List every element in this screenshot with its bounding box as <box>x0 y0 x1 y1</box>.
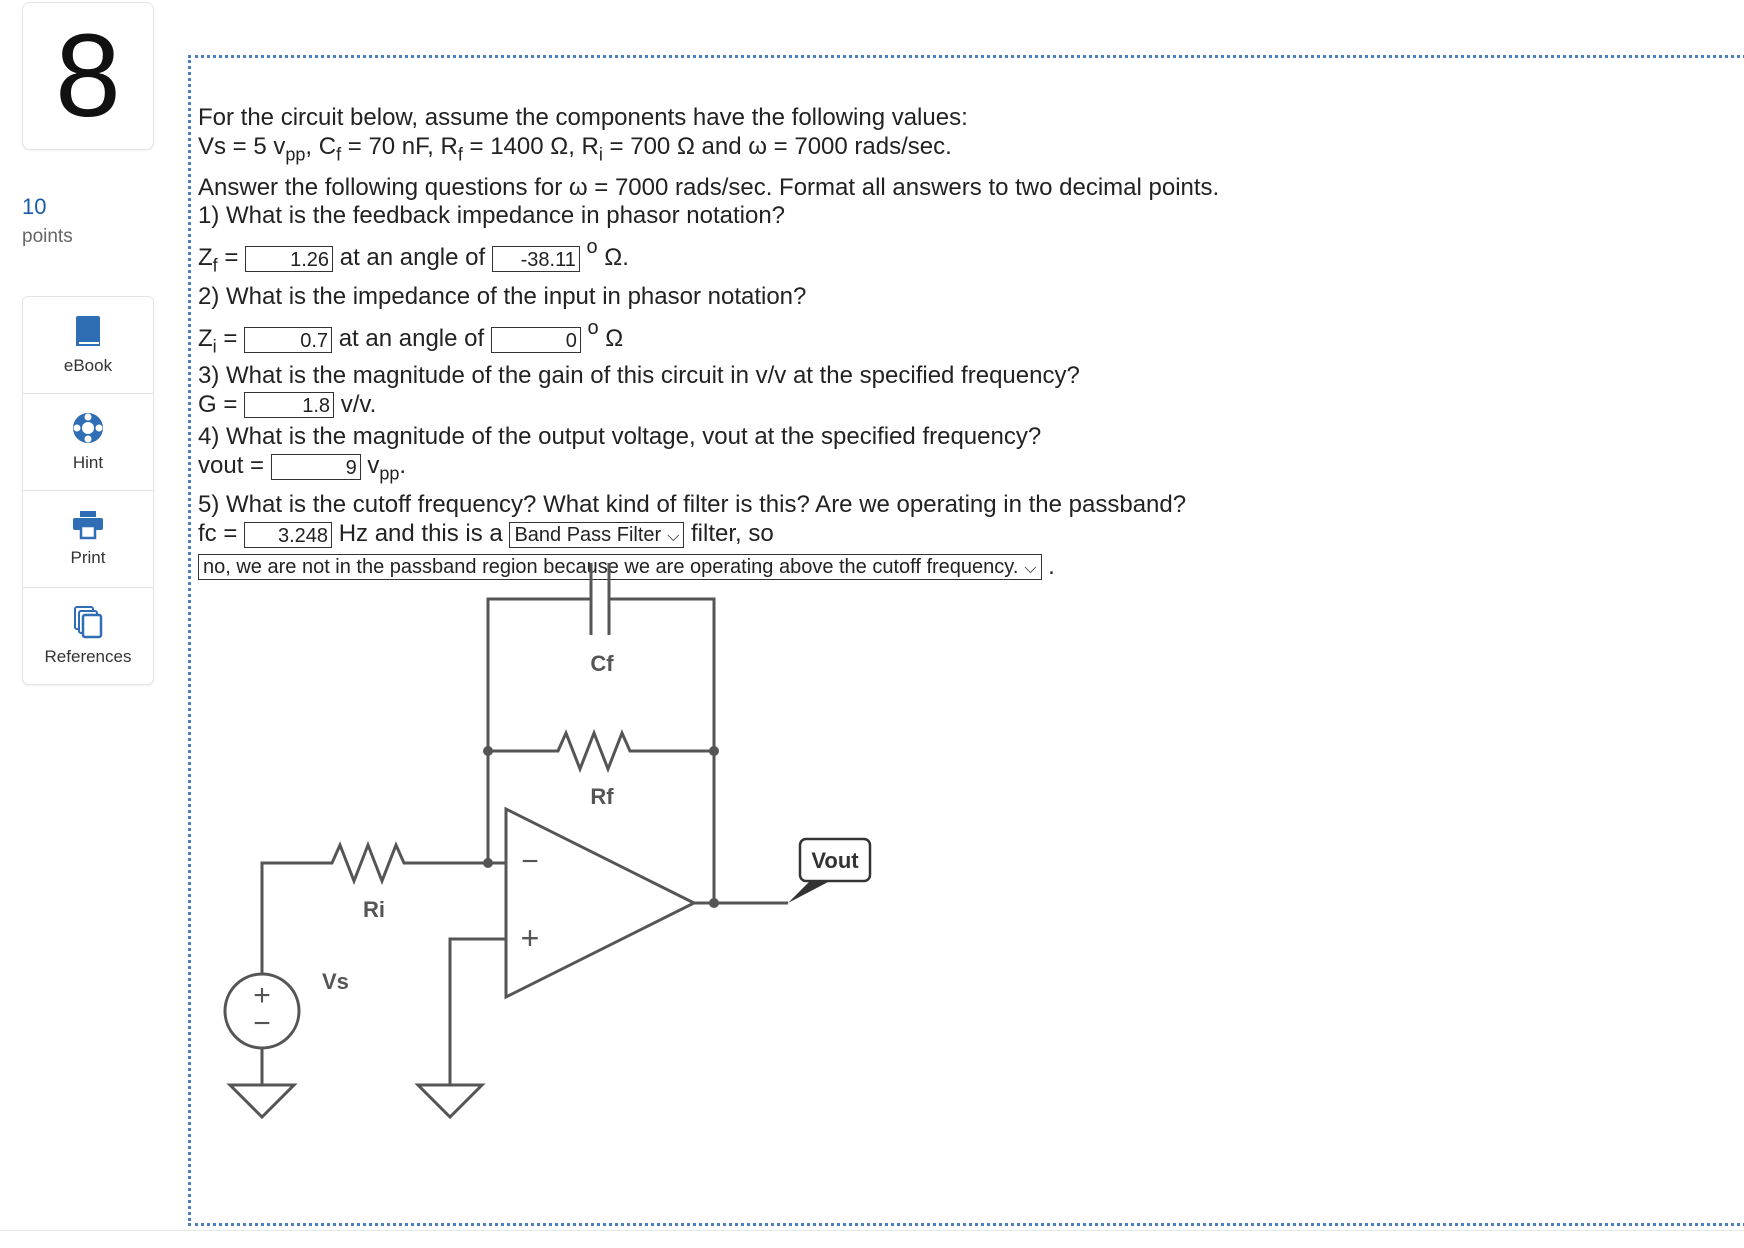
printer-icon <box>71 510 105 540</box>
zf-eq: = <box>217 244 246 272</box>
ri-sub: i <box>598 144 603 165</box>
question-2: 2) What is the impedance of the input in phasor notation? <box>198 283 807 311</box>
zf-row <box>198 235 1598 277</box>
gain-input[interactable]: 1.8 <box>244 392 334 418</box>
rf-value: = 1400 Ω, R <box>462 132 599 160</box>
vout-input[interactable]: 9 <box>271 454 361 480</box>
zi-row <box>198 316 1598 358</box>
points-info <box>22 194 73 248</box>
ebook-label: eBook <box>63 356 113 375</box>
instructions: Answer the following questions for ω = 7000 rads/sec. Format all answers to two decimal points. <box>198 173 1220 201</box>
vout-tag-label: Vout <box>811 848 859 873</box>
zi-sub: i <box>212 336 217 357</box>
book-icon <box>73 314 103 348</box>
points-label: points <box>22 226 73 247</box>
intro-text: For the circuit below, assume the components have the following values: <box>198 104 968 131</box>
opamp-plus: + <box>520 920 540 956</box>
rf-sub: f <box>457 144 463 165</box>
references-button[interactable] <box>23 588 153 684</box>
zi-eq: = <box>216 324 245 352</box>
points-value: 10 <box>22 194 47 219</box>
fc-row <box>198 520 1598 549</box>
ground-right-icon <box>418 1085 482 1117</box>
zf-angle-input[interactable]: -38.11 <box>492 246 580 272</box>
node-inverting <box>483 858 493 868</box>
page-bottom-divider <box>0 1230 1744 1231</box>
copy-icon <box>71 605 105 639</box>
question-3: 3) What is the magnitude of the gain of this circuit in v/v at the specified frequency? <box>198 361 1080 389</box>
source-plus: + <box>253 979 271 1012</box>
gain-unit: v/v. <box>334 390 377 418</box>
zf-sub: f <box>212 255 218 276</box>
question-4: 4) What is the magnitude of the output voltage, vout at the specified frequency? <box>198 423 1042 451</box>
ri-value: = 700 Ω and ω = 7000 rads/sec. <box>602 132 952 160</box>
component-values <box>198 133 1598 166</box>
vs-label: Vs <box>322 969 349 994</box>
ground-left-icon <box>230 1085 294 1117</box>
node-output <box>709 898 719 908</box>
source-minus: − <box>253 1007 271 1040</box>
node-top-left <box>483 746 493 756</box>
vout-unit: v <box>360 452 380 480</box>
passband-value: no, we are not in the passband region because we are operating above the cutoff frequency. <box>203 556 1019 579</box>
tools-panel <box>22 296 154 685</box>
fc-post-text: filter, so <box>684 519 774 547</box>
zi-angle-input[interactable]: 0 <box>491 327 581 353</box>
gain-row <box>198 391 1598 420</box>
chevron-down-icon: ⌵ <box>667 527 680 545</box>
question-body <box>198 104 1598 582</box>
zi-angle-text: at an angle of <box>332 324 491 352</box>
zf-angle-text: at an angle of <box>333 244 492 272</box>
cf-wire-right <box>609 599 714 751</box>
zi-degree: o <box>587 316 599 339</box>
print-label: Print <box>70 548 106 567</box>
hint-button[interactable] <box>23 394 153 491</box>
zi-ohm: Ω <box>598 324 624 352</box>
node-top-right <box>709 746 719 756</box>
print-button[interactable] <box>23 491 153 588</box>
circuit-diagram <box>198 555 918 1125</box>
opamp-triangle <box>506 809 694 997</box>
lifebuoy-icon <box>71 411 105 445</box>
vout-dot: . <box>399 452 407 480</box>
vs-text: Vs = 5 v <box>198 132 286 160</box>
cf-value: = 70 nF, R <box>341 132 458 160</box>
gain-label: G = <box>198 390 245 418</box>
cf-sub: f <box>336 144 342 165</box>
zf-magnitude-input[interactable]: 1.26 <box>245 246 333 272</box>
vout-pointer <box>788 881 830 903</box>
fc-input[interactable]: 3.248 <box>244 522 332 548</box>
question-1: 1) What is the feedback impedance in phasor notation? <box>198 202 786 230</box>
inverting-wire <box>488 751 506 863</box>
cf-label: Cf <box>590 651 614 676</box>
fc-label: fc = <box>198 519 245 547</box>
fc-mid-text: Hz and this is a <box>332 519 510 547</box>
rf-label: Rf <box>590 784 614 809</box>
vs-sub: pp <box>285 144 306 165</box>
vout-row <box>198 452 1598 485</box>
zf-degree: o <box>586 236 598 259</box>
cf-wire <box>488 599 591 751</box>
vout-label: vout = <box>198 452 271 480</box>
rf-resistor <box>488 733 714 769</box>
question-number: 8 <box>22 2 154 150</box>
hint-label: Hint <box>72 453 104 472</box>
zi-label: Z <box>198 324 213 352</box>
vout-sub: pp <box>379 463 400 484</box>
question-5: 5) What is the cutoff frequency? What kind of filter is this? Are we operating in the passband? <box>198 491 1187 519</box>
noninverting-wire <box>450 939 506 1085</box>
final-dot: . <box>1041 552 1055 580</box>
chevron-down-icon: ⌵ <box>1024 560 1037 578</box>
output-wire <box>694 751 714 903</box>
references-label: References <box>44 647 132 666</box>
filter-type-value: Band Pass Filter <box>514 523 662 546</box>
zf-ohm: Ω. <box>597 244 629 272</box>
filter-type-select[interactable] <box>509 522 684 548</box>
zf-label: Z <box>198 244 213 272</box>
opamp-minus: − <box>521 845 539 878</box>
cf-text: , C <box>305 132 337 160</box>
ebook-button[interactable] <box>23 297 153 394</box>
ri-label: Ri <box>363 897 385 922</box>
zi-magnitude-input[interactable]: 0.7 <box>244 327 332 353</box>
